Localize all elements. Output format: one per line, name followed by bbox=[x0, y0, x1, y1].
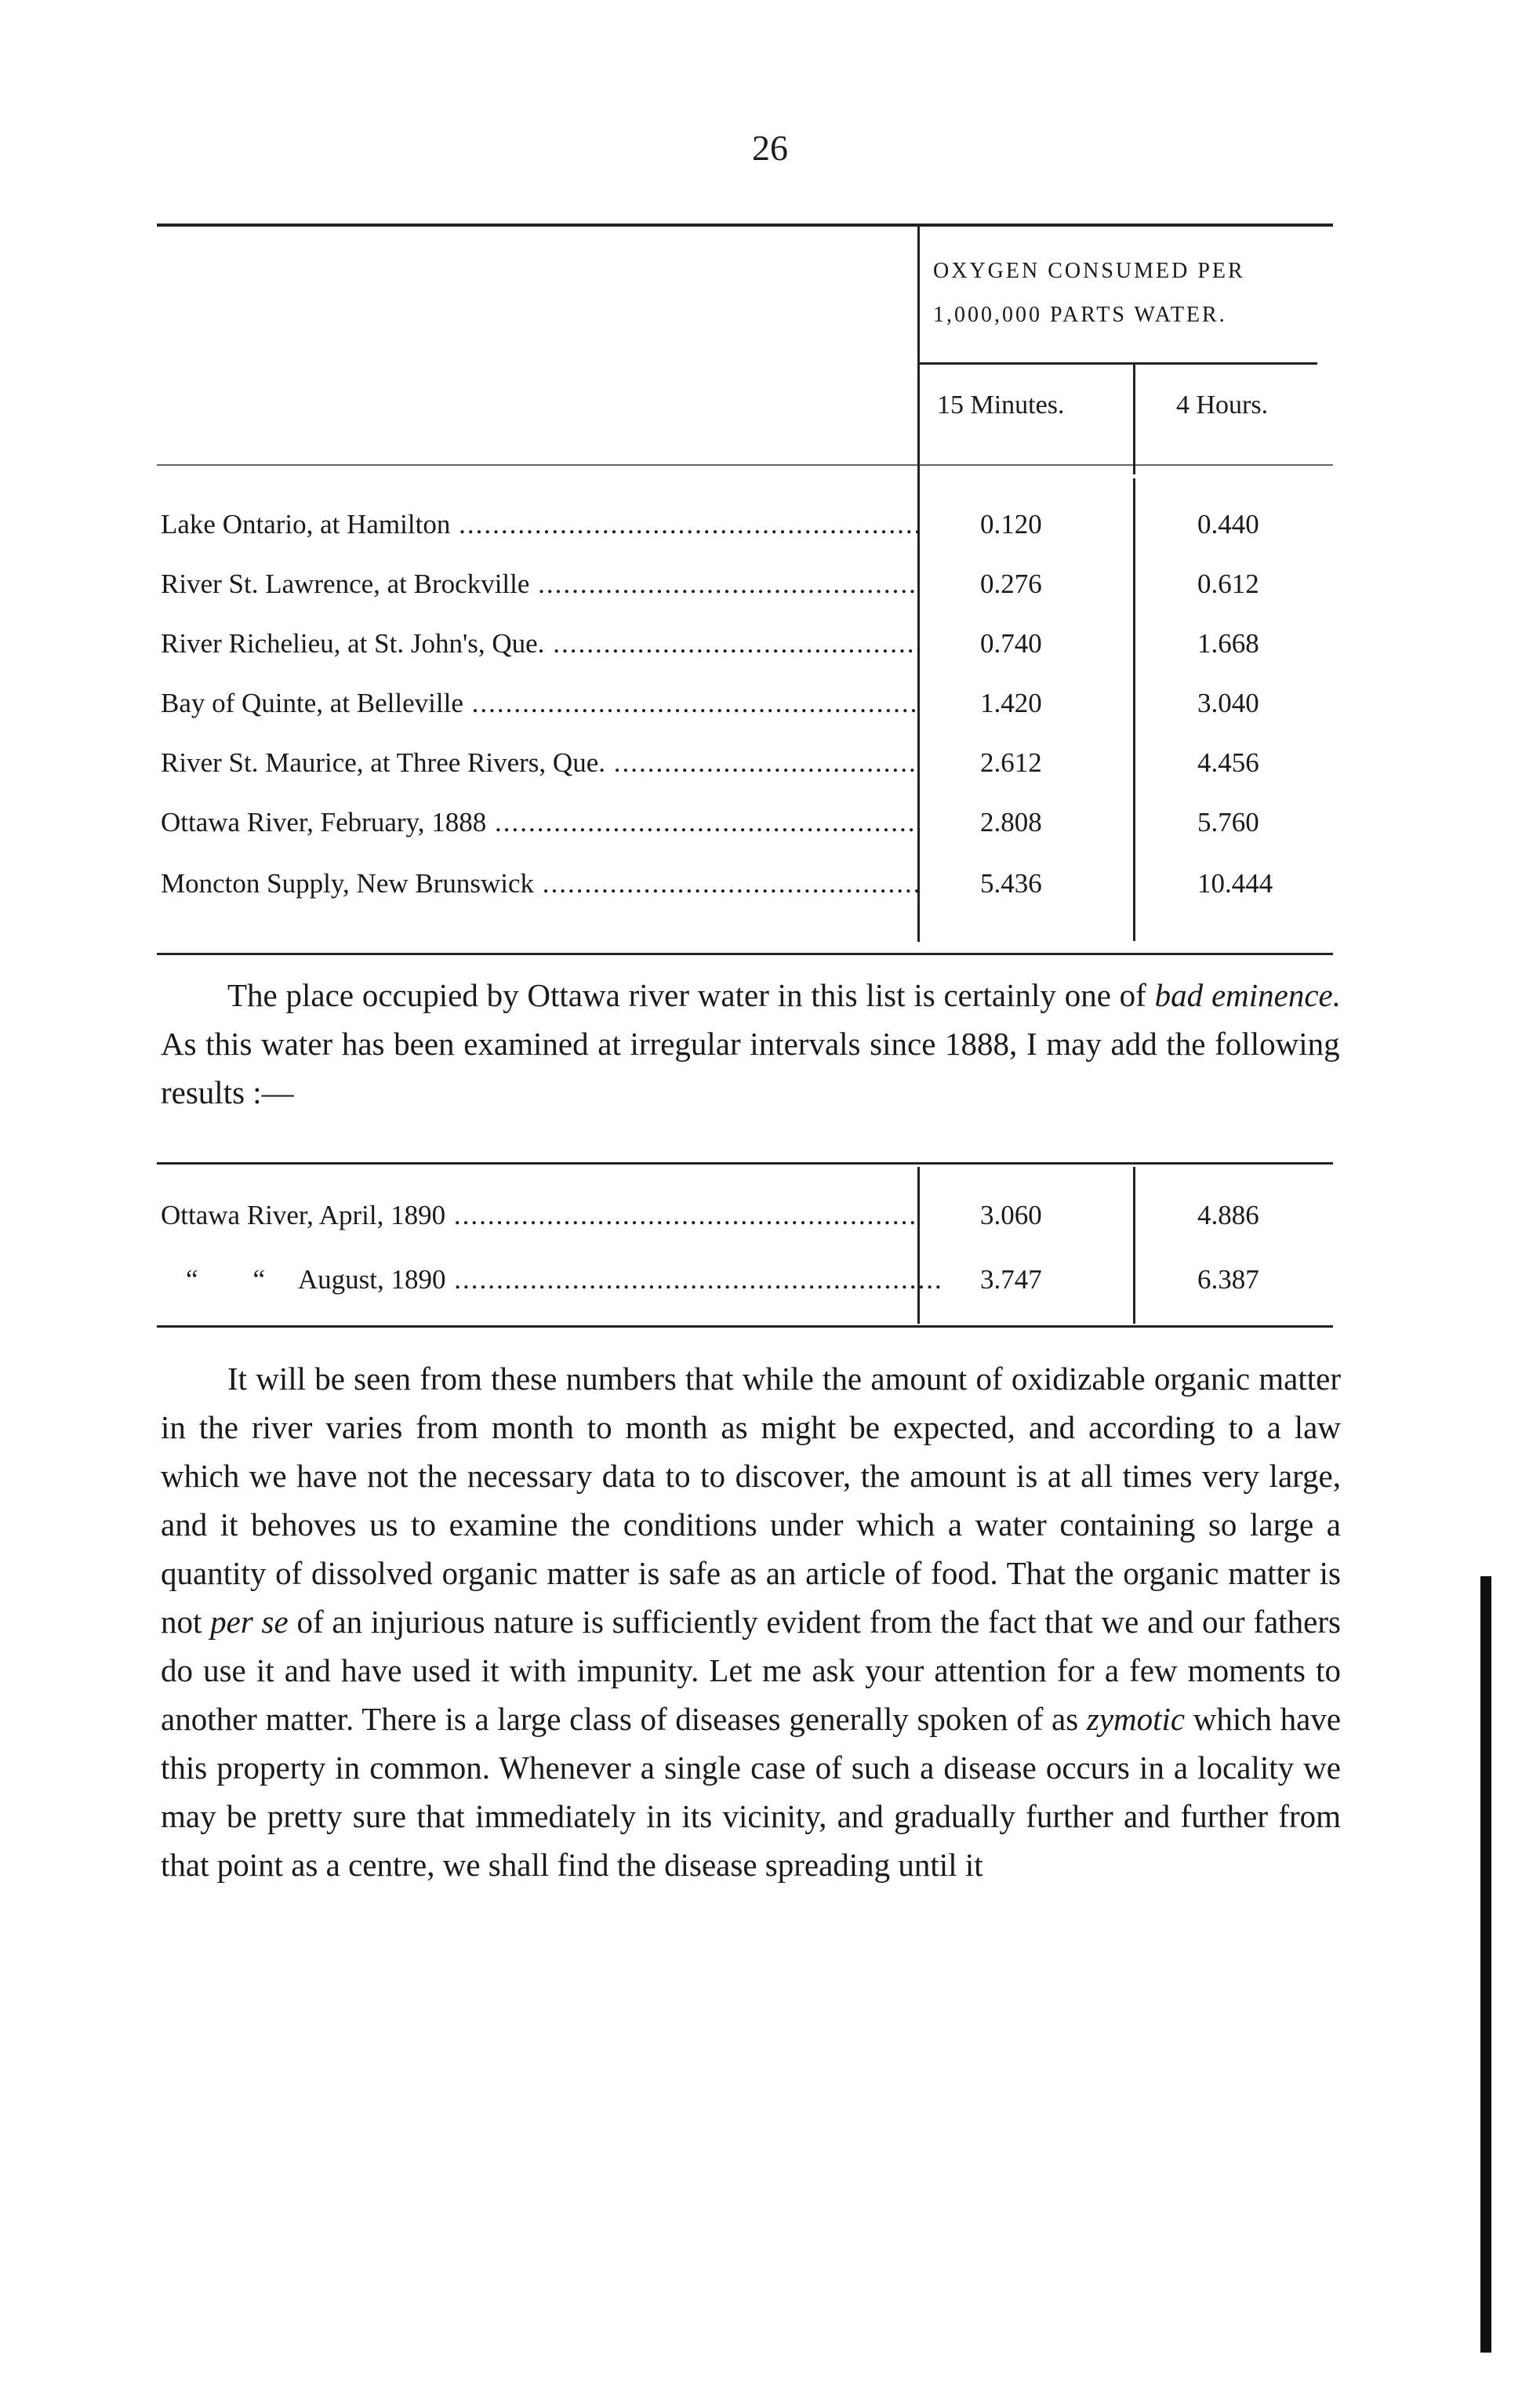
value-15-minutes: 5.436 bbox=[980, 868, 1042, 899]
paragraph-emphasis: zymotic bbox=[1086, 1701, 1186, 1737]
value-4-hours: 3.040 bbox=[1197, 688, 1259, 718]
table2-top-rule bbox=[157, 1162, 1333, 1165]
row-label: “ “ August, 1890 ..... bbox=[161, 1259, 945, 1301]
value-15-minutes: 2.808 bbox=[980, 807, 1042, 838]
row-label: Ottawa River, April, 1890 ..... bbox=[161, 1194, 920, 1237]
paragraph-emphasis: per se bbox=[210, 1604, 289, 1640]
table-divider-right bbox=[1133, 365, 1135, 474]
value-4-hours: 0.612 bbox=[1197, 569, 1259, 599]
row-label: River St. Maurice, at Three Rivers, Que. ..... bbox=[161, 742, 920, 784]
value-4-hours: 4.886 bbox=[1197, 1200, 1259, 1230]
row-label: Bay of Quinte, at Belleville ..... bbox=[161, 682, 920, 725]
paragraph-text: of an injurious nature is sufficiently evident from the fact that we and our fathers do use it and have used it with impunity. Let me ask your attention for a few moments to another matter. There is a large class of diseases generally spoken of as bbox=[161, 1604, 1341, 1737]
value-15-minutes: 3.060 bbox=[980, 1200, 1042, 1230]
value-15-minutes: 0.740 bbox=[980, 628, 1042, 659]
paragraph-emphasis: bad eminence. bbox=[1154, 977, 1341, 1013]
value-4-hours: 10.444 bbox=[1197, 868, 1273, 899]
col-header-15-minutes: 15 Minutes. bbox=[937, 391, 1065, 420]
subheader-rule bbox=[157, 464, 1333, 466]
value-4-hours: 4.456 bbox=[1197, 747, 1259, 778]
row-label: River St. Lawrence, at Brockville ..... bbox=[161, 563, 920, 605]
value-15-minutes: 0.120 bbox=[980, 509, 1042, 540]
value-4-hours: 1.668 bbox=[1197, 628, 1259, 659]
value-15-minutes: 1.420 bbox=[980, 688, 1042, 718]
value-4-hours: 0.440 bbox=[1197, 509, 1259, 540]
value-4-hours: 6.387 bbox=[1197, 1264, 1259, 1295]
paragraph-text: which have this property in common. Whenever a single case of such a disease occurs in a locality we may be pretty sure that immediately in its vicinity, and gradually further and further from that point as a centre, we shall find the disease spreading until it bbox=[161, 1701, 1342, 1883]
row-label: Lake Ontario, at Hamilton ..... bbox=[161, 503, 920, 546]
value-15-minutes: 3.747 bbox=[980, 1264, 1042, 1295]
col-header-4-hours: 4 Hours. bbox=[1176, 391, 1269, 420]
scan-edge-mark bbox=[1480, 1576, 1491, 2353]
value-15-minutes: 2.612 bbox=[980, 747, 1042, 778]
paragraph-ottawa-eminence bbox=[161, 971, 1341, 1117]
paragraph-text: It will be seen from these numbers that while the amount of oxidizable organic matter in the river varies from month to month as might be expected, and according to a law which we have not the necessary data to to discover, the amount is at all times very large, and it behoves us to examine the conditions under which a water containing so large a quantity of dissolved organic matter is safe as an article of food. That the organic matter is not bbox=[161, 1361, 1341, 1640]
oxygen-consumed-header: OXYGEN CONSUMED PER 1,000,000 PARTS WATER. bbox=[933, 259, 1245, 327]
table-top-rule bbox=[157, 223, 1333, 227]
paragraph-zymotic-diseases bbox=[161, 1354, 1341, 1889]
paragraph-text: As this water has been examined at irregular intervals since 1888, I may add the following results :— bbox=[161, 1026, 1340, 1110]
row-label: Moncton Supply, New Brunswick ..... bbox=[161, 863, 920, 905]
table2-bottom-rule bbox=[157, 1325, 1333, 1328]
value-15-minutes: 0.276 bbox=[980, 569, 1042, 599]
paragraph-text: The place occupied by Ottawa river water in this list is certainly one of bbox=[227, 977, 1155, 1013]
row-label: Ottawa River, February, 1888 ..... bbox=[161, 801, 920, 844]
header-rule bbox=[920, 362, 1317, 365]
value-4-hours: 5.760 bbox=[1197, 807, 1259, 838]
row-label: River Richelieu, at St. John's, Que. ..... bbox=[161, 623, 920, 665]
table-bottom-rule bbox=[157, 953, 1333, 955]
page-number: 26 bbox=[752, 128, 788, 168]
